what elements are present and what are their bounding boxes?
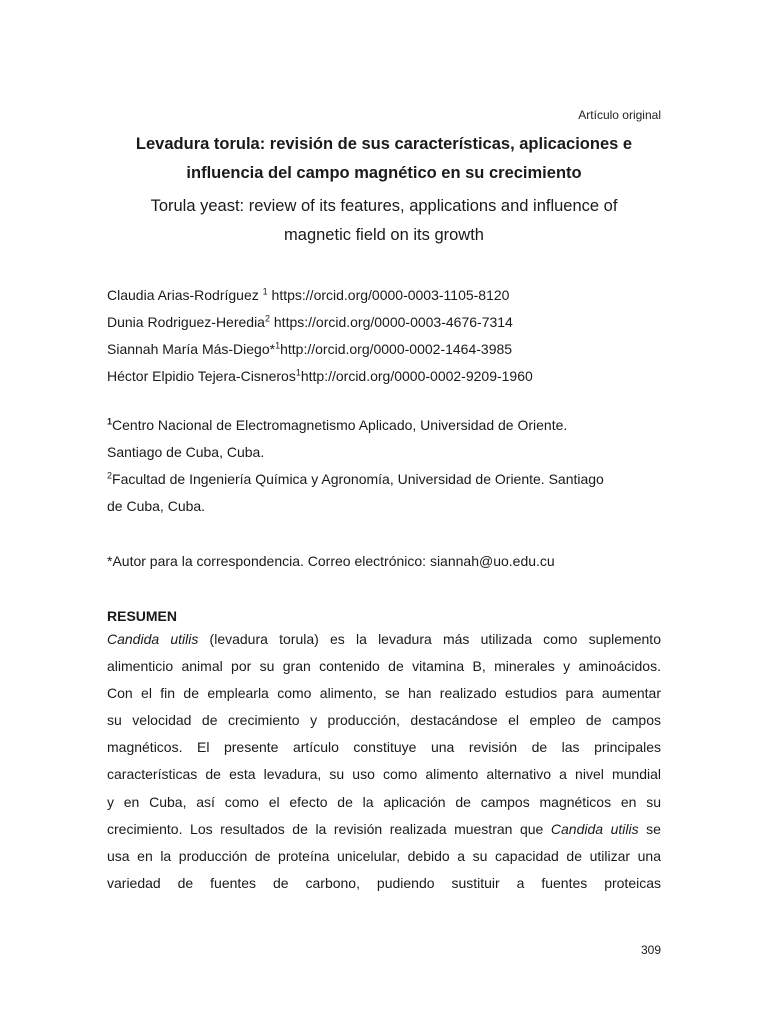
abstract-line: Candida utilis (levadura torula) es la levadura más utilizada como suplemento <box>107 631 661 647</box>
affiliation-sup: 1 <box>107 416 113 427</box>
affiliation-line: Centro Nacional de Electromagnetismo Aplicado, Universidad de Oriente. <box>112 417 568 433</box>
author-name: Siannah María Más-Diego* <box>107 341 276 357</box>
affiliation-line: de Cuba, Cuba. <box>107 498 206 514</box>
author-affiliation-sup: 1 <box>262 286 268 297</box>
title-english <box>107 192 661 250</box>
affiliation-item <box>107 466 667 493</box>
abstract-line: alimenticio animal por su gran contenido de vitamina B, minerales y aminoácidos. <box>107 658 661 675</box>
author-name: Héctor Elpidio Tejera-Cisneros <box>107 368 296 384</box>
abstract-line: crecimiento. Los resultados de la revisión realizada muestran que Candida utilis se <box>107 820 661 837</box>
abstract-heading: RESUMEN <box>107 608 178 624</box>
author-name: Dunia Rodriguez-Heredia <box>107 314 265 330</box>
affiliation-line: Santiago de Cuba, Cuba. <box>107 444 265 460</box>
author-row <box>107 363 667 390</box>
affiliation-item <box>107 412 667 439</box>
title-english-line-2: magnetic field on its growth <box>284 226 484 244</box>
abstract-body <box>107 626 661 897</box>
abstract-line: magnéticos. El presente artículo constituye una revisión de las principales <box>107 739 661 756</box>
title-spanish <box>107 130 661 188</box>
abstract-line: y en Cuba, así como el efecto de la aplicación de campos magnéticos en su <box>107 793 661 810</box>
author-affiliation-sup: 2 <box>264 313 270 324</box>
abstract-line: su velocidad de crecimiento y producción, destacándose el empleo de campos <box>107 712 661 729</box>
author-affiliation-sup: 1 <box>295 367 301 378</box>
author-orcid-link[interactable]: https://orcid.org/0000-0003-4676-7314 <box>273 314 513 330</box>
title-english-line-1: Torula yeast: review of its features, applications and influence of <box>150 197 618 215</box>
abstract-line: Con el fin de emplearla como alimento, se han realizado estudios para aumentar <box>107 685 661 702</box>
affiliation-list <box>107 412 667 520</box>
author-row <box>107 336 667 363</box>
author-orcid-link[interactable]: https://orcid.org/0000-0003-1105-8120 <box>271 287 510 303</box>
affiliation-sup: 2 <box>107 470 113 481</box>
author-name: Claudia Arias-Rodríguez <box>107 287 259 303</box>
abstract-line: usa en la producción de proteína unicelular, debido a su capacidad de utilizar una <box>107 847 661 864</box>
author-orcid-link[interactable]: http://orcid.org/0000-0002-1464-3985 <box>280 341 513 357</box>
correspondence-note: *Autor para la correspondencia. Correo electrónico: siannah@uo.edu.cu <box>107 553 555 569</box>
title-spanish-line-2: influencia del campo magnético en su crecimiento <box>186 164 582 182</box>
abstract-line: variedad de fuentes de carbono, pudiendo sustituir a fuentes proteicas <box>107 874 661 891</box>
author-row <box>107 282 667 309</box>
author-list <box>107 282 667 390</box>
author-affiliation-sup: 1 <box>275 340 281 351</box>
section-label: Artículo original <box>578 108 661 122</box>
page-number: 309 <box>640 943 661 957</box>
affiliation-line: Facultad de Ingeniería Química y Agronomía, Universidad de Oriente. Santiago <box>112 471 604 487</box>
title-spanish-line-1: Levadura torula: revisión de sus características, aplicaciones e <box>135 135 633 153</box>
abstract-line: características de esta levadura, su uso como alimento alternativo a nivel mundial <box>107 766 661 783</box>
author-orcid-link[interactable]: http://orcid.org/0000-0002-9209-1960 <box>300 368 533 384</box>
author-row <box>107 309 667 336</box>
